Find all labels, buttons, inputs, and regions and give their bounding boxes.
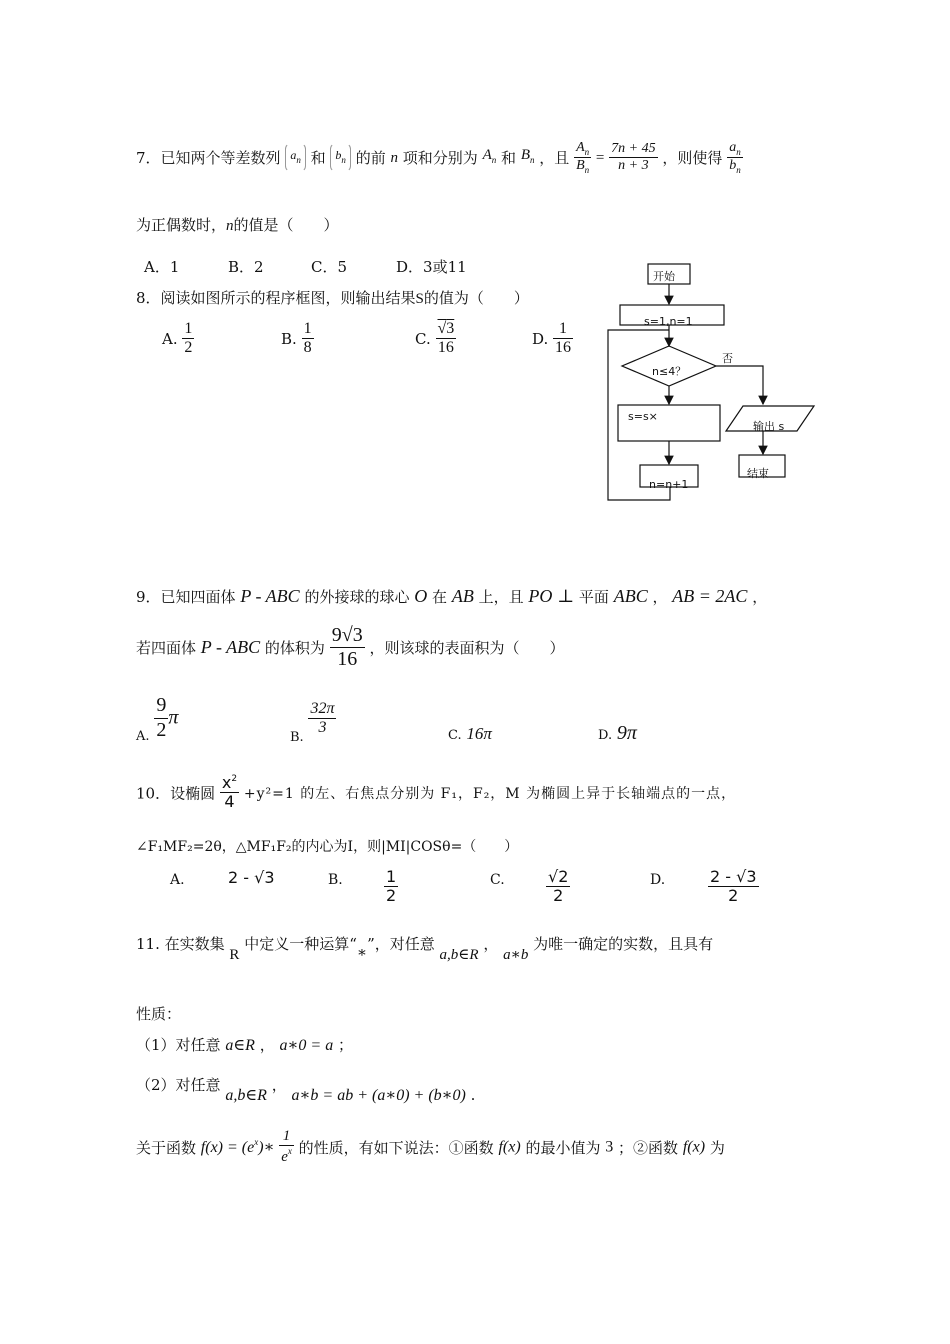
q7-line1: 7．已知两个等差数列 $a_n$ 和 $b_n$ 的前 n 项和分别为 $A_n$ 和 $B_n$ ，且 $\frac{A_n}{B_n}$ = $\frac{7n + 45}{n + 3}$ ，则使得 $\frac{a_n}{b_n}$	[136, 140, 741, 176]
q10-option-c-value: $\frac{√2}{2}$	[548, 867, 569, 906]
q7-option-d: D．3或11	[396, 258, 467, 276]
q10-option-b: B.	[328, 872, 343, 888]
q10-option-a-value: 2 - √3	[228, 868, 275, 887]
q8-option-a: A. $\frac{1}{2}$	[162, 320, 193, 357]
q11-line4: 关于函数 $f(x) = (e^x)∗$ $\frac{1}{e^x}$ 的性质，有如下说法：①函数 f(x) 的最小值为 3 ；②函数 f(x) 为	[136, 1128, 725, 1166]
q9-line1: 9．已知四面体 P - ABC 的外接球的球心 O 在 AB 上，且 PO ⊥ 平面 ABC ， AB = 2AC ，	[136, 586, 768, 606]
flow-inc-label: n=n+1	[649, 478, 689, 491]
q9-line2: 若四面体 P - ABC 的体积为 $\frac{9√3}{16}$ ，则该球的表面积为（ ）	[136, 624, 565, 670]
q7-line2: 为正偶数时，n的值是（ ）	[136, 216, 339, 234]
q7-text-3: 的前	[355, 148, 386, 167]
q8-option-c: C. $\frac{√3}{16}$	[415, 320, 455, 357]
q11-line2: 性质：	[136, 1005, 182, 1023]
q10-x2-over-4: $\frac{x^2}{4}$	[221, 773, 238, 812]
flow-init-label: s=1,n=1	[644, 315, 693, 328]
flow-end-label: 结束	[747, 467, 769, 480]
q10-line2: ∠F₁MF₂=2θ，△MF₁F₂的内心为I，则|MI|COSθ=（ ）	[136, 839, 519, 855]
q11-line1: 11. 在实数集 R 中定义一种运算“∗”，对任意 a,b∈R ， a∗b 为唯一确定的实数，且具有	[136, 935, 714, 963]
q7-n: n	[390, 149, 398, 166]
q9-option-c: C. 16π	[448, 724, 492, 743]
q7-text-and: 和	[310, 148, 326, 167]
q7-seq-a: $a_n$	[285, 143, 306, 172]
q7-Bn: $B_n$	[520, 147, 535, 166]
q9-option-d: D. 9π	[598, 722, 637, 744]
flow-cond-label: n≤4？	[652, 365, 687, 378]
q11-prop1: （1）对任意 a∈R ， a∗0 = a ；	[136, 1036, 353, 1054]
flow-body-label: s=s×	[628, 410, 658, 423]
q7-text-4: 项和分别为	[402, 148, 478, 167]
q7-option-a: A．1	[144, 258, 180, 276]
flowchart	[600, 258, 820, 508]
q10-option-d: D.	[650, 872, 666, 888]
q8-stem: 8．阅读如图所示的程序框图，则输出结果S的值为（ ）	[136, 289, 529, 307]
q10-line1: 10．设椭圆 $\frac{x^2}{4}$ +y²=1 的左、右焦点分别为 F₁，F₂，M 为椭圆上异于长轴端点的一点，	[136, 773, 737, 812]
q9-option-b: B. $\frac{32\pi}{3}$	[290, 700, 335, 745]
q10-option-b-value: $\frac{1}{2}$	[386, 867, 397, 906]
q7-option-c: C．5	[311, 258, 348, 276]
q7-ratio-expr: $\frac{7n + 45}{n + 3}$	[611, 141, 656, 174]
q9-option-a: A. $\frac{9}{2}$ π	[136, 694, 179, 744]
q7-ratio-AB: $\frac{A_n}{B_n}$	[576, 140, 590, 176]
q7-text-5: 和	[501, 148, 517, 167]
q11-prop2: （2）对任意 a,b∈R ， a∗b = ab + (a∗0) + (b∗0) .	[136, 1076, 476, 1104]
q7-text-1: 7．已知两个等差数列	[136, 148, 281, 167]
flow-no-line	[716, 366, 763, 404]
flow-start-label: 开始	[653, 270, 675, 283]
q8-option-b: B. $\frac{1}{8}$	[281, 320, 312, 357]
q11-one-over-ex: $\frac{1}{e^x}$	[281, 1128, 292, 1166]
q8-option-d: D. $\frac{1}{16}$	[532, 320, 572, 357]
q7-An: $A_n$	[482, 147, 497, 166]
q7-ratio-ab: $\frac{a_n}{b_n}$	[729, 140, 741, 176]
q7-text-6: ，且	[539, 148, 570, 167]
q7-text-7: ，则使得	[662, 148, 723, 167]
q7-option-b: B．2	[228, 258, 264, 276]
q10-option-a: A.	[170, 872, 185, 888]
q9-volume: $\frac{9√3}{16}$	[331, 624, 363, 670]
flow-no-label: 否	[722, 352, 733, 365]
flow-output-label: 输出 s	[753, 420, 785, 433]
q10-option-c: C.	[490, 872, 505, 888]
q7-seq-b: $b_n$	[330, 143, 351, 172]
q10-option-d-value: $\frac{2 - √3}{2}$	[710, 867, 757, 906]
